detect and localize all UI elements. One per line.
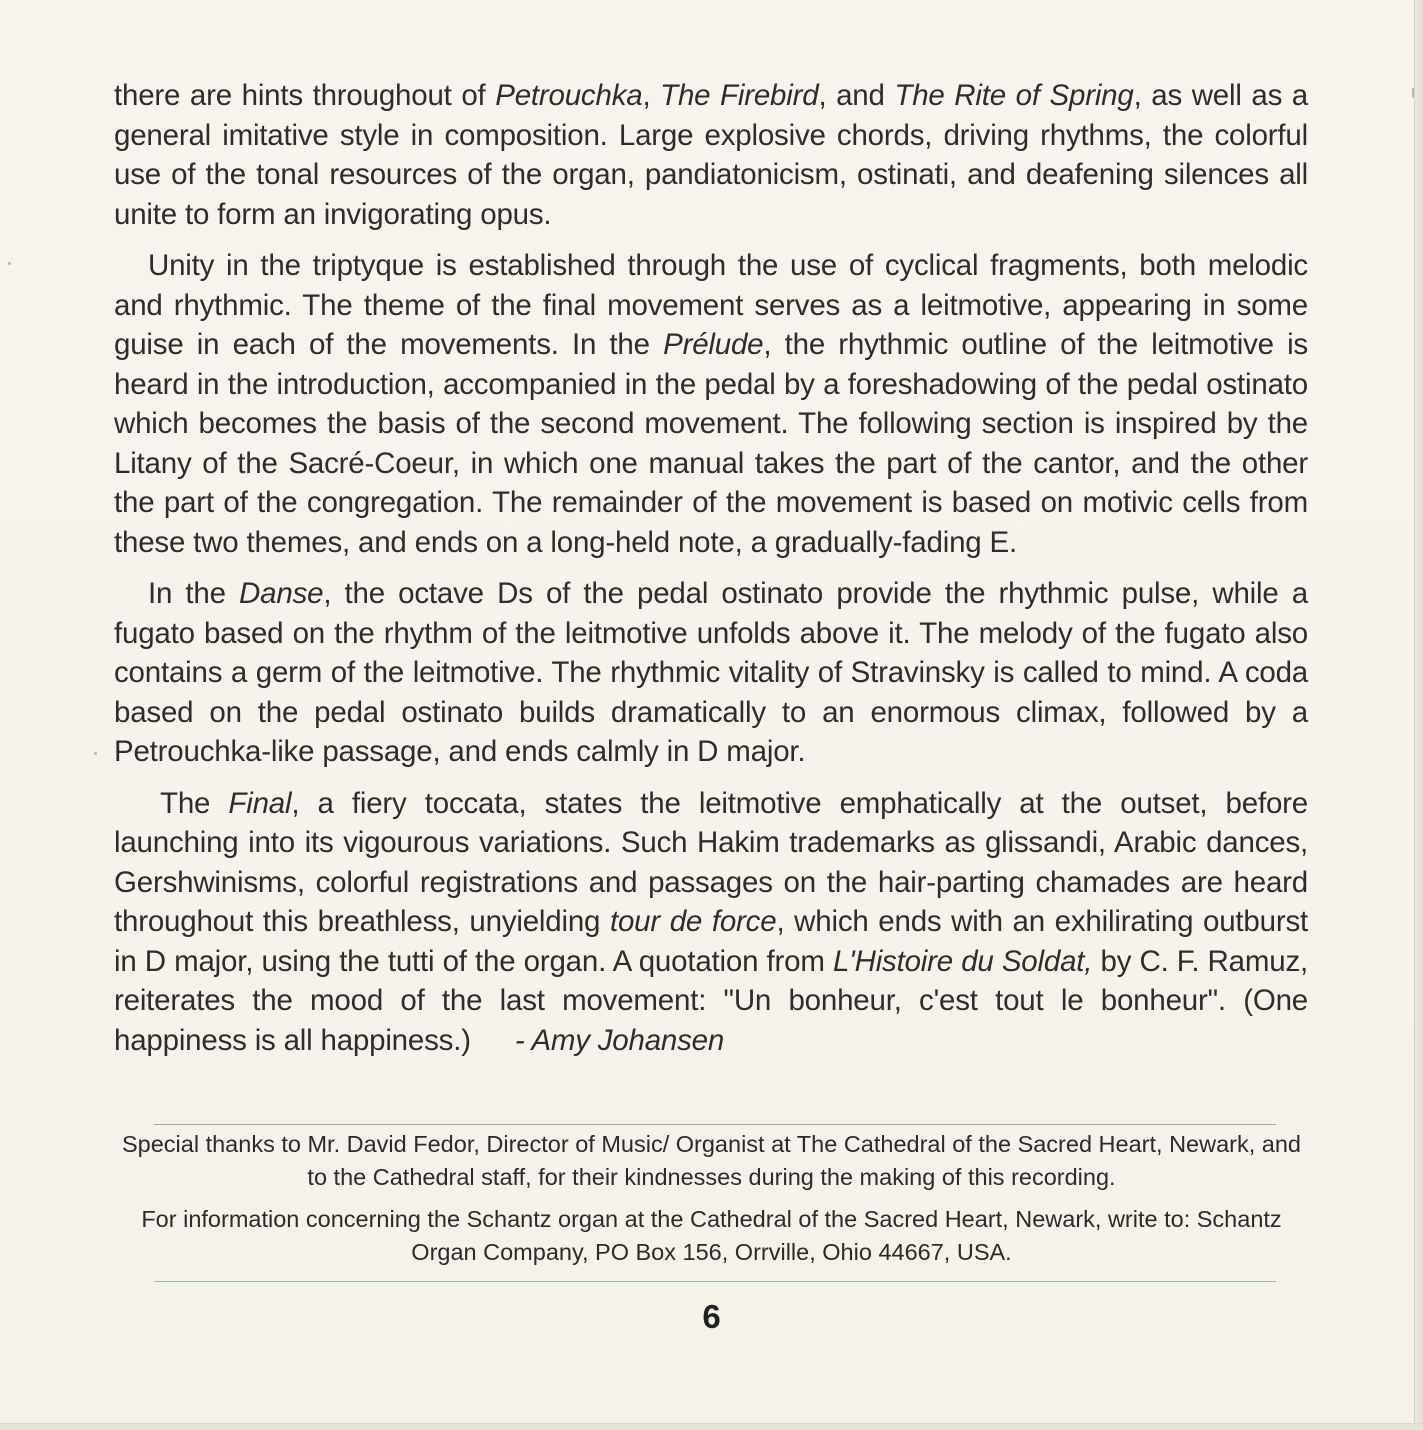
author-signature: - Amy Johansen — [514, 1023, 725, 1057]
italic-title: The Firebird — [660, 79, 819, 112]
organ-info-text: For information concerning the Schantz organ at the Cathedral of the Sacred Heart, Newark, write to: Schantz Organ Company, PO Box 156, Orrville, Ohio 44667, USA. — [141, 1206, 1282, 1265]
text-run: , the octave Ds of the pedal ostinato provide the rhythmic pulse, while a fugato based on the rhythm of the leitmotive unfolds above it. The melody of the fugato also contains a germ of the leitmotive. The rhythmic vitality of Stravinsky is called to mind. A coda based on the pedal ostinato builds dramatically to an enormous climax, followed by a Petrouchka-like passage, and ends calmly in D major. — [114, 577, 1308, 768]
paragraph — [114, 76, 1308, 234]
italic-title: tour de force — [609, 905, 777, 938]
text-run: there are hints throughout of — [114, 79, 496, 112]
paragraph — [114, 784, 1308, 1061]
text-run: , the rhythmic outline of the leitmotive is heard in the introduction, accompanied in the pedal by a foreshadowing of the pedal ostinato which becomes the basis of the second movement. The following section is inspired by the Litany of the Sacré-Coeur, in which one manual takes the part of the cantor, and the other the part of the congregation. The remainder of the movement is based on motivic cells from these two themes, and ends on a long-held note, a gradually-fading E. — [114, 328, 1308, 559]
text-run: by C. F. Ramuz, reiterates the mood of the last movement: "Un bonheur, c'est tout le bonheur". (One happiness is all happiness.) — [114, 944, 1308, 1057]
liner-notes-body — [114, 76, 1308, 1072]
italic-title: Prélude — [663, 328, 764, 361]
text-run: , which ends with an exhilirating outburst in D major, using the tutti of the organ. A quotation from — [114, 905, 1309, 978]
text-run: , and — [818, 79, 895, 112]
text-run: , a fiery toccata, states the leitmotive emphatically at the outset, before launching into its vigourous variations. Such Hakim trademarks as glissandi, Arabic dances, Gershwinisms, colorful registrations and passages on the hair-parting chamades are heard throughout this breathless, unyielding — [114, 786, 1308, 938]
page-number: 6 — [702, 1298, 721, 1335]
text-run: , — [642, 79, 661, 112]
page-edge-bottom — [0, 1423, 1423, 1430]
italic-title: L'Histoire du Soldat, — [832, 944, 1093, 978]
text-run: Unity in the triptyque is established through the use of cyclical fragments, both melodic and rhythmic. The theme of the final movement serves as a leitmotive, appearing in some guise in each of the movements. In the — [114, 249, 1308, 361]
paragraph — [114, 574, 1308, 772]
text-run: The — [160, 786, 229, 820]
text-run: In the — [148, 577, 240, 610]
italic-title: The Rite of Spring — [894, 79, 1134, 112]
italic-title: Danse — [239, 577, 324, 610]
special-thanks-text: Special thanks to Mr. David Fedor, Director of Music/ Organist at The Cathedral of the Sacred Heart, Newark, and to the Cathedral staff, for their kindnesses during the making of this recording. — [121, 1131, 1302, 1190]
paragraph — [114, 246, 1308, 562]
divider-rule — [154, 1281, 1276, 1282]
italic-title: Petrouchka — [495, 79, 643, 112]
paper-speck — [8, 262, 11, 265]
italic-title: Final — [228, 786, 292, 820]
page-edge-right — [1414, 0, 1423, 1430]
text-run: , as well as a general imitative style in composition. Large explosive chords, driving rhythms, the colorful use of the tonal resources of the organ, pandiatonicism, ostinati, and deafening silences all unite to form an invigorating opus. — [114, 79, 1309, 231]
paper-speck — [94, 752, 97, 755]
paper-speck — [1412, 88, 1414, 98]
divider-rule — [154, 1124, 1276, 1125]
credits-block — [110, 1128, 1313, 1278]
